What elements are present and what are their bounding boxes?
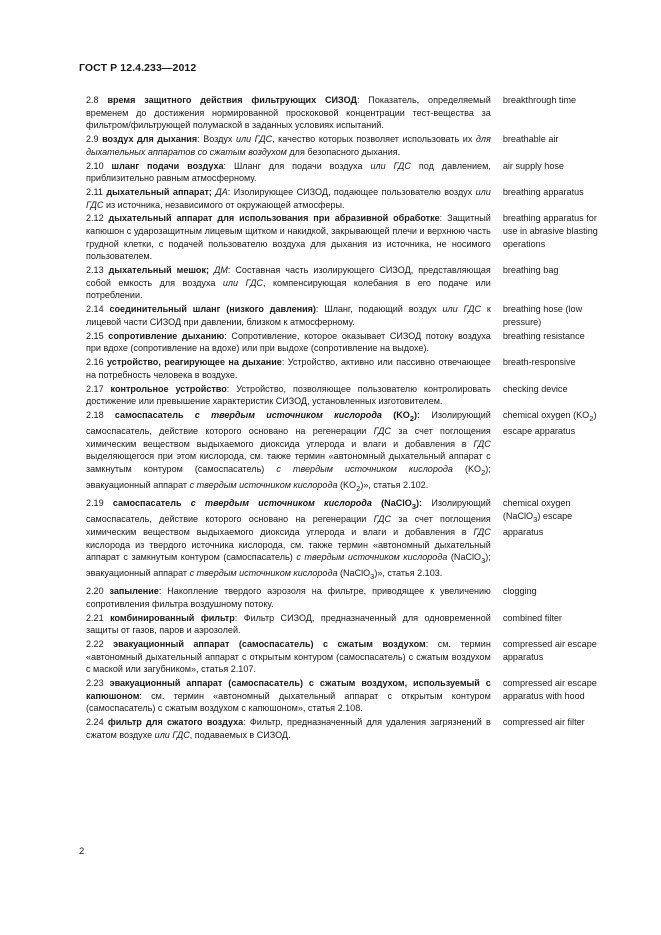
term-entry (86, 160, 606, 185)
term-number: 2.15 (86, 330, 104, 341)
term-body: : Показатель, определяемый временем до достижения нормированной проскоковой концентрации тест-вещества за фильтром/фильтрующей полумаской в заданных условиях испытаний. (86, 95, 491, 131)
term-body: : см. термин «автономный дыхательный аппарат с открытым контуром (самоспасатель) с сжатым воздухом с капюшоном», статья 2.108. (86, 690, 491, 714)
term-body: : Шланг для подачи воздуха (223, 160, 371, 171)
term-body: , качество которых позволяет использовать их (272, 134, 476, 145)
term-body-italic: или ГДС (222, 277, 263, 288)
term-body-italic: с твердым источником кислорода (189, 480, 338, 491)
term-body: (KO (452, 464, 482, 475)
term-body-italic: с твердым источником кислорода (276, 464, 453, 475)
term-body: , компенсирующая колебания в его подаче или потреблении. (86, 277, 491, 301)
term-definition (86, 186, 491, 211)
term-number: 2.19 (86, 498, 104, 509)
term-entry (86, 497, 606, 584)
term-title: самоспасатель (114, 410, 184, 421)
term-number: 2.17 (86, 383, 104, 394)
term-body: (KO (337, 480, 357, 491)
term-entry (86, 638, 606, 676)
term-body: : Фильтр, предназначенный для удаления загрязнений в сжатом воздухе (86, 717, 491, 740)
term-body: (NaClO (447, 552, 482, 563)
term-body-italic: с твердым источником кислорода (189, 568, 338, 579)
term-body-subscript: 2 (356, 484, 361, 494)
term-definition (86, 383, 491, 408)
term-entry (86, 330, 606, 355)
term-english-subscript: 3 (533, 514, 538, 524)
terms-list (86, 94, 606, 743)
term-number: 2.13 (86, 265, 104, 276)
term-number: 2.21 (86, 612, 104, 623)
term-entry (86, 585, 606, 610)
term-entry (86, 186, 606, 211)
term-definition (86, 160, 491, 185)
term-body-italic: для дыхательных аппаратов со сжатым воздухом (86, 134, 491, 157)
term-body-italic: ГДС (473, 526, 491, 537)
term-title: дыхательный аппарат; (106, 187, 212, 197)
term-body: под давлением, приблизительно равным атмосферному. (86, 160, 491, 184)
term-body-italic: с твердым источником кислорода (296, 552, 448, 563)
term-english (503, 497, 606, 584)
term-body: : Изолирующее СИЗОД, подающее пользователю воздух (227, 187, 476, 197)
term-english-part: ) escape apparatus (502, 410, 597, 437)
term-title: запыление (109, 586, 159, 597)
term-body-subscript: 2 (481, 467, 486, 477)
term-entry (86, 677, 606, 715)
term-definition (86, 612, 491, 637)
term-body: : Составная часть изолирующего СИЗОД, представляющая собой емкость для воздуха (86, 265, 491, 288)
term-english: air supply hose (502, 160, 564, 171)
term-english: checking device (502, 383, 568, 394)
term-title: эвакуационный аппарат (самоспасатель) с сжатым воздухом, используемый с капюшоном (86, 678, 491, 701)
term-english: compressed air escape apparatus with hood (502, 678, 597, 701)
term-body-italic: или ГДС (235, 134, 273, 145)
term-entry (86, 383, 606, 408)
term-title: дыхательный аппарат для использования при абразивной обработке (108, 213, 440, 224)
term-definition (86, 303, 491, 328)
term-body: для безопасного дыхания. (286, 146, 401, 157)
term-number: 2.22 (86, 639, 104, 650)
term-body: Изолирующий самоспасатель, действие которого основано на регенерации (86, 410, 491, 437)
term-body: кислорода из твердого источника кислорода, см. также термин «автономный дыхательный аппарат с замкнутым контуром (самоспасатель) (86, 539, 491, 563)
term-definition (86, 330, 491, 355)
term-english: compressed air filter (502, 717, 585, 728)
term-body-italic: или ГДС (442, 304, 481, 315)
term-english-subscript: 2 (589, 413, 594, 423)
term-title: соединительный шланг (низкого давления) (109, 304, 316, 315)
term-title-italic: с твердым источником кислорода (190, 498, 372, 509)
term-definition (86, 497, 491, 584)
term-body: за счет поглощения химическим веществом выдыхаемого диоксида углерода и влаги и добавления в (86, 514, 491, 537)
term-definition (86, 585, 491, 610)
term-body: : Фильтр СИЗОД, предназначенный для одновременной защиты от газов, паров и аэрозолей. (86, 612, 491, 636)
term-body: : Устройство, активно или пассивно отвечающее на потребность человека в воздухе. (86, 357, 491, 380)
term-entry (86, 356, 606, 381)
term-definition (86, 716, 491, 741)
term-english: breathing bag (502, 265, 559, 276)
term-body: )», статья 2.103. (374, 568, 443, 579)
term-formula-end: ): (416, 498, 423, 509)
term-body-italic: ГДС (373, 426, 392, 437)
term-body-italic: или ГДС (86, 187, 491, 210)
term-body: за счет поглощения химическим веществом выдыхаемого диоксида углерода и влаги и добавления в (86, 426, 491, 449)
term-title: воздух для дыхания (102, 134, 198, 145)
term-body: Изолирующий самоспасатель, действие которого основано на регенерации (86, 498, 491, 525)
term-body-subscript: 3 (481, 555, 486, 565)
page-number: 2 (79, 846, 85, 857)
term-english: clogging (502, 586, 537, 597)
term-formula-subscript: 2 (409, 413, 415, 423)
term-body-italic: ГДС (373, 514, 392, 525)
document-header: ГОСТ Р 12.4.233—2012 (79, 62, 197, 74)
term-number: 2.24 (86, 717, 104, 728)
term-english: breath-responsive (502, 357, 576, 368)
term-body-italic: ГДС (473, 438, 491, 449)
term-abbreviation: ДА (215, 187, 228, 197)
term-title: контрольное устройство (110, 383, 227, 394)
term-definition (86, 212, 491, 262)
term-number: 2.8 (86, 95, 99, 105)
term-english: breathing apparatus for use in abrasive blasting operations (502, 213, 598, 249)
term-body: к лицевой части СИЗОД при давлении, близком к атмосферному. (86, 304, 491, 327)
term-english: breakthrough time (502, 95, 577, 105)
term-definition (86, 133, 491, 158)
term-title: комбинированный фильтр (110, 612, 235, 623)
term-entry (86, 94, 606, 132)
term-body-italic: или ГДС (154, 729, 190, 740)
term-english-part: chemical oxygen (KO (502, 410, 590, 421)
term-english: breathing hose (low pressure) (502, 304, 583, 327)
term-title: эвакуационный аппарат (самоспасатель) с сжатым воздухом (113, 639, 426, 650)
term-title: устройство, реагирующее на дыхание (107, 357, 282, 368)
term-body: )», статья 2.102. (360, 480, 429, 491)
term-definition (86, 638, 491, 676)
term-english: breathable air (502, 134, 559, 145)
term-english (503, 409, 606, 496)
term-formula: (NaClO (381, 498, 412, 509)
term-definition (86, 677, 491, 715)
term-title: шланг подачи воздуха (111, 160, 224, 171)
term-definition (86, 264, 491, 302)
term-english: breathing resistance (502, 330, 585, 341)
term-number: 2.20 (86, 586, 104, 597)
term-body: : Сопротивление, которое оказывает СИЗОД потоку воздуха при вдохе (сопротивление на вдохе) или при выдохе (сопротивление на выдохе). (86, 330, 491, 354)
term-body: из источника, независимого от окружающей атмосферы. (103, 199, 345, 210)
term-body-italic: или ГДС (370, 160, 411, 171)
term-title: сопротивление дыханию (108, 330, 225, 341)
term-body: выделяющегося при этом кислорода, см. также термин «автономный дыхательный аппарат с замкнутым контуром (самоспасатель) (86, 451, 491, 475)
term-english: combined filter (502, 612, 562, 623)
term-title: время защитного действия фильтрующих СИЗОД (107, 95, 357, 105)
term-entry (86, 212, 606, 262)
term-body: : Шланг, подающий воздух (315, 304, 443, 315)
term-body: : см. термин «автономный дыхательный аппарат с открытым контуром (самоспасатель) с сжатым воздухом с маской или загубником», статья 2.107. (86, 639, 491, 675)
term-abbreviation: ДМ (213, 265, 228, 276)
term-entry (86, 612, 606, 637)
term-title: фильтр для сжатого воздуха (107, 717, 244, 728)
term-english-part: ) escape apparatus (502, 510, 573, 537)
term-body: ); эвакуационный аппарат (86, 552, 491, 579)
term-number: 2.23 (86, 678, 104, 689)
term-formula-end: ): (414, 410, 421, 421)
term-number: 2.9 (86, 134, 99, 145)
term-definition (86, 94, 491, 132)
term-formula: (KO (393, 410, 410, 421)
term-entry (86, 264, 606, 302)
term-body-subscript: 3 (370, 572, 375, 582)
term-number: 2.10 (86, 160, 104, 171)
term-number: 2.12 (86, 213, 104, 224)
term-definition (86, 409, 491, 496)
term-body: (NaClO (337, 568, 371, 579)
term-body: , подаваемых в СИЗОД. (189, 729, 291, 740)
term-title-italic: с твердым источником кислорода (194, 410, 382, 421)
term-entry (86, 133, 606, 158)
term-entry (86, 303, 606, 328)
term-number: 2.18 (86, 410, 104, 421)
term-body: : Защитный капюшон с ударозащитным лицевым щитком и накидкой, закрывающей плечи и верхнюю часть грудной клетки, с подачей пользователю воздуха для дыхания из источника, не носимого пользователем. (86, 213, 491, 262)
term-entry (86, 716, 606, 741)
term-english: compressed air escape apparatus (502, 639, 597, 662)
term-title: дыхательный мешок; (108, 265, 209, 276)
term-body: : Накопление твердого аэрозоля на фильтре, приводящее к увеличению сопротивления фильтра воздушному потоку. (86, 586, 491, 609)
term-english: breathing apparatus (502, 187, 584, 197)
term-body: : Устройство, позволяющее пользователю контролировать достижение или превышение характеристик СИЗОД, установленных изготовителем. (86, 383, 491, 407)
term-title: самоспасатель (112, 498, 182, 509)
term-definition (86, 356, 491, 381)
term-number: 2.14 (86, 304, 104, 315)
term-number: 2.16 (86, 357, 104, 368)
term-entry (86, 409, 606, 496)
term-english-part: chemical oxygen (NaClO (502, 498, 571, 521)
term-body: : Воздух (197, 134, 236, 145)
term-number: 2.11 (86, 187, 103, 197)
term-body: ); эвакуационный аппарат (86, 464, 491, 491)
term-formula-subscript: 3 (411, 501, 417, 511)
